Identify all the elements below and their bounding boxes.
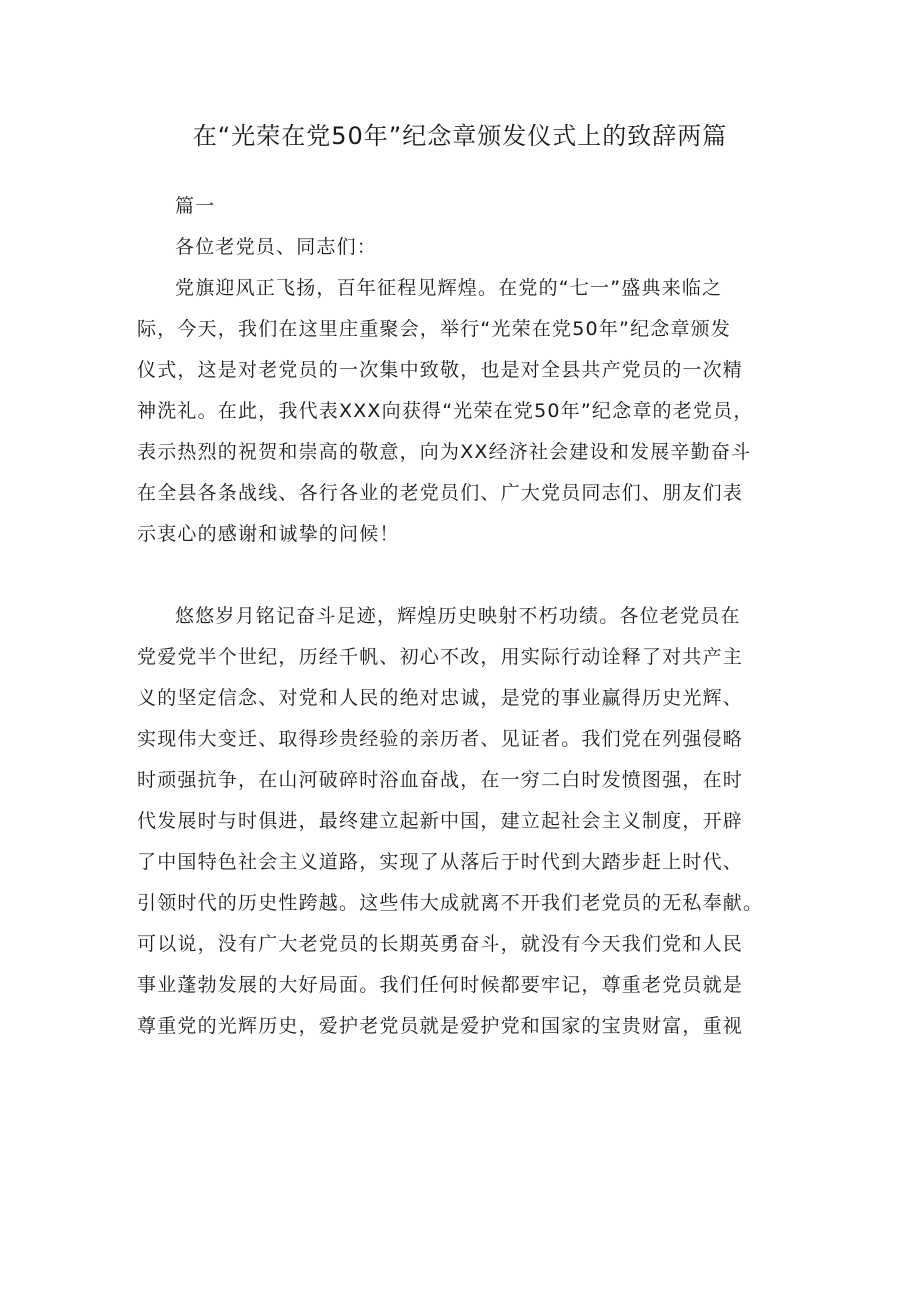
paragraph-2-line: 实现伟大变迁、取得珍贵经验的亲历者、见证者。我们党在列强侵略 xyxy=(137,728,744,750)
paragraph-1-line: 仪式，这是对老党员的一次集中致敬，也是对全县共产党员的一次精 xyxy=(137,359,744,381)
paragraph-1-line: 际，今天，我们在这里庄重聚会，举行“光荣在党50年”纪念章颁发 xyxy=(137,318,732,340)
paragraph-2-line: 悠悠岁月铭记奋斗足迹，辉煌历史映射不朽功绩。各位老党员在 xyxy=(175,605,741,627)
paragraph-1 xyxy=(137,268,792,555)
paragraph-2-line: 代发展时与时俱进，最终建立起新中国，建立起社会主义制度，开辟 xyxy=(137,810,744,832)
paragraph-2-line: 尊重党的光辉历史，爱护老党员就是爱护党和国家的宝贵财富，重视 xyxy=(137,1015,744,1037)
paragraph-2-line: 引领时代的历史性跨越。这些伟大成就离不开我们老党员的无私奉献。 xyxy=(137,892,764,914)
paragraph-2 xyxy=(137,596,792,1047)
paragraph-1-line: 在全县各条战线、各行各业的老党员们、广大党员同志们、朋友们表 xyxy=(137,482,744,504)
paragraph-2-line: 时顽强抗争，在山河破碎时浴血奋战，在一穷二白时发愤图强，在时 xyxy=(137,769,744,791)
paragraph-1-line: 神洗礼。在此，我代表XXX向获得“光荣在党50年”纪念章的老党员， xyxy=(137,400,754,422)
paragraph-1-line: 示衷心的感谢和诚挚的问候！ xyxy=(137,523,400,545)
paragraph-1-line: 党旗迎风正飞扬，百年征程见辉煌。在党的“七一”盛典来临之 xyxy=(175,277,723,299)
section-heading: 篇一 xyxy=(175,195,216,217)
paragraph-2-line: 党爱党半个世纪，历经千帆、初心不改，用实际行动诠释了对共产主 xyxy=(137,646,744,668)
paragraph-2-line: 义的坚定信念、对党和人民的绝对忠诚，是党的事业赢得历史光辉、 xyxy=(137,687,744,709)
paragraph-2-line: 可以说，没有广大老党员的长期英勇奋斗，就没有今天我们党和人民 xyxy=(137,933,744,955)
paragraph-2-line: 事业蓬勃发展的大好局面。我们任何时候都要牢记，尊重老党员就是 xyxy=(137,974,744,996)
document-title: 在“光荣在党50年”纪念章颁发仪式上的致辞两篇 xyxy=(192,122,728,150)
paragraph-1-line: 表示热烈的祝贺和崇高的敬意，向为XX经济社会建设和发展辛勤奋斗 xyxy=(137,441,752,463)
paragraph-2-line: 了中国特色社会主义道路，实现了从落后于时代到大踏步赶上时代、 xyxy=(137,851,744,873)
salutation: 各位老党员、同志们： xyxy=(175,236,378,258)
